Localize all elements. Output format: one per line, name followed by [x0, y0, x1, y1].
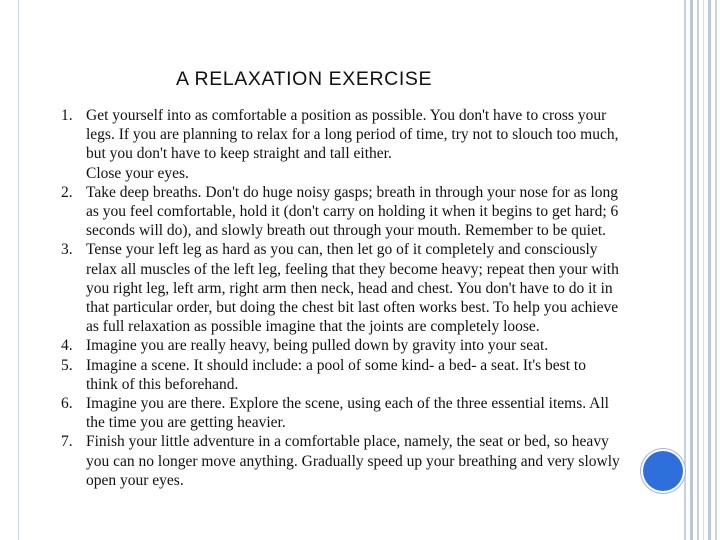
- step-text-line: that particular order, but doing the chest bit last often works best. To help you achieve: [86, 299, 619, 317]
- step-text-line: Imagine you are there. Explore the scene, using each of the three essential items. All: [86, 395, 609, 413]
- right-frame-stripe: [715, 0, 717, 540]
- left-frame-line: [18, 0, 19, 540]
- exercise-step: [58, 356, 648, 394]
- step-text-line: as you feel comfortable, hold it (don't carry on holding it when it begins to get hard; 6: [86, 203, 619, 221]
- step-text-line: Imagine you are really heavy, being pulled down by gravity into your seat.: [86, 337, 549, 355]
- exercise-step: [58, 240, 648, 336]
- exercise-step: [58, 183, 648, 241]
- step-number: 2.: [61, 183, 73, 201]
- step-text-line: legs. If you are planning to relax for a long period of time, try not to slouch too much,: [86, 126, 619, 144]
- right-frame-stripe: [690, 0, 693, 540]
- step-text-line: Get yourself into as comfortable a position as possible. You don't have to cross your: [86, 107, 607, 124]
- step-text-line: Tense your left leg as hard as you can, then let go of it completely and consciously: [86, 241, 598, 259]
- step-text-line: Take deep breaths. Don't do huge noisy gasps; breath in through your nose for as long: [86, 183, 619, 201]
- right-frame-stripe: [708, 0, 711, 540]
- step-text-line: seconds will do), and slowly breath out through your mouth. Remember to be quiet.: [86, 222, 607, 240]
- exercise-step: [58, 106, 648, 183]
- step-text-line: as full relaxation as possible imagine that the joints are completely loose.: [86, 318, 540, 336]
- step-number: 3.: [61, 241, 73, 259]
- step-number: 6.: [61, 395, 73, 413]
- step-text-line: think of this beforehand.: [86, 375, 239, 393]
- step-text-line: the time you are getting heavier.: [86, 414, 286, 432]
- exercise-steps-list: [58, 106, 648, 490]
- step-text-line: but you don't have to keep straight and tall either.: [86, 145, 392, 163]
- step-text-line: you can no longer move anything. Gradually speed up your breathing and very slowly: [86, 452, 620, 470]
- step-number: 1.: [61, 107, 73, 124]
- exercise-step: [58, 394, 648, 432]
- right-frame-stripe: [684, 0, 686, 540]
- step-text-line: open your eyes.: [86, 471, 184, 489]
- decorative-circle: [643, 451, 683, 491]
- step-text-line: Imagine a scene. It should include: a pool of some kind- a bed- a seat. It's best to: [86, 356, 586, 374]
- step-text-line: Finish your little adventure in a comfortable place, namely, the seat or bed, so heavy: [86, 433, 609, 451]
- right-frame-stripe: [703, 0, 704, 540]
- right-frame-stripe: [697, 0, 699, 540]
- exercise-step: [58, 336, 648, 355]
- slide-title: A RELAXATION EXERCISE: [176, 68, 433, 90]
- step-text-line: Close your eyes.: [86, 164, 189, 182]
- step-text-line: you right leg, left arm, right arm then neck, head and chest. You don't have to do it in: [86, 279, 613, 297]
- step-number: 4.: [61, 337, 73, 355]
- exercise-step: [58, 432, 648, 490]
- step-text-line: relax all muscles of the left leg, feeling that they become heavy; repeat then your with: [86, 260, 619, 278]
- step-number: 5.: [61, 356, 73, 374]
- step-number: 7.: [61, 433, 73, 451]
